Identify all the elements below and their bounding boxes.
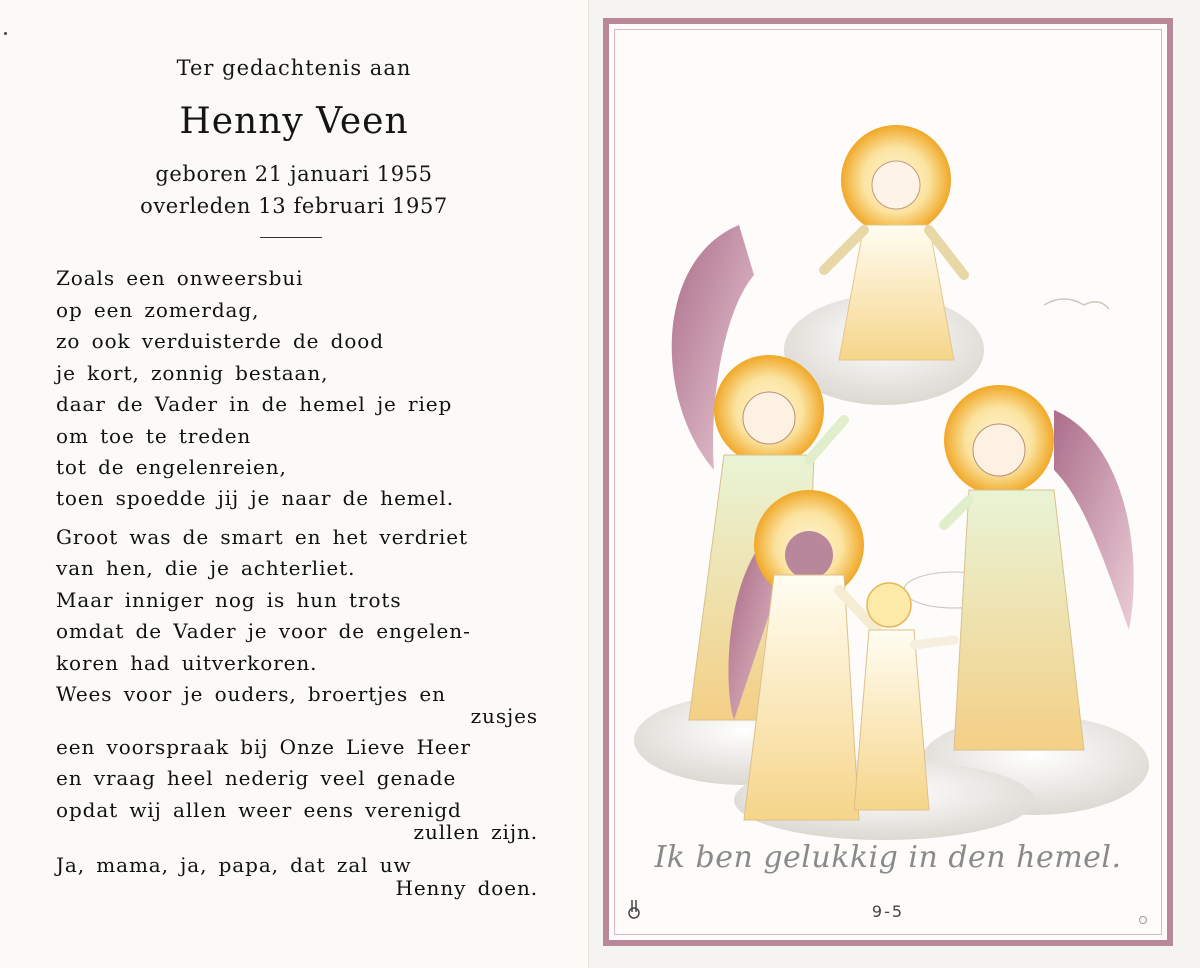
corner-dot xyxy=(4,32,7,35)
poem-line: een voorspraak bij Onze Lieve Heer xyxy=(56,735,471,759)
poem-line: zullen zijn. xyxy=(413,820,538,844)
poem-line: opdat wij allen weer eens verenigd xyxy=(56,798,462,822)
poem-line: en vraag heel nederig veel genade xyxy=(56,766,457,790)
poem-line: Maar inniger nog is hun trots xyxy=(56,588,402,612)
artist-monogram-icon xyxy=(626,898,642,920)
poem-line: Ja, mama, ja, papa, dat zal uw xyxy=(56,853,412,877)
deceased-name: Henny Veen xyxy=(179,101,409,142)
poem-line: tot de engelenreien, xyxy=(56,455,287,479)
poem-line: Wees voor je ouders, broertjes en xyxy=(56,682,446,706)
death-date: overleden 13 februari 1957 xyxy=(140,194,448,218)
poem-line: je kort, zonnig bestaan, xyxy=(56,361,329,385)
poem-line: Zoals een onweersbui xyxy=(56,266,304,290)
poem-line: zusjes xyxy=(470,704,538,728)
birth-date: geboren 21 januari 1955 xyxy=(155,162,433,186)
poem-line: koren had uitverkoren. xyxy=(56,651,318,675)
printer-mark-icon xyxy=(1138,915,1148,925)
card-caption: Ik ben gelukkig in den hemel. xyxy=(654,840,1122,875)
intro-text: Ter gedachtenis aan xyxy=(176,56,412,80)
memorial-text-card xyxy=(0,0,589,968)
poem-line: van hen, die je achterliet. xyxy=(56,556,356,580)
poem-line: zo ook verduisterde de dood xyxy=(56,329,384,353)
poem-line: op een zomerdag, xyxy=(56,298,260,322)
divider-line xyxy=(260,237,322,238)
angels-illustration xyxy=(614,100,1162,840)
poem-line: omdat de Vader je voor de engelen- xyxy=(56,619,471,643)
card-number: 9-5 xyxy=(871,902,905,921)
poem-line: daar de Vader in de hemel je riep xyxy=(56,392,453,416)
poem-line: Henny doen. xyxy=(395,876,538,900)
poem-line: om toe te treden xyxy=(56,424,252,448)
poem-line: toen spoedde jij je naar de hemel. xyxy=(56,486,454,510)
poem-line: Groot was de smart en het verdriet xyxy=(56,525,468,549)
